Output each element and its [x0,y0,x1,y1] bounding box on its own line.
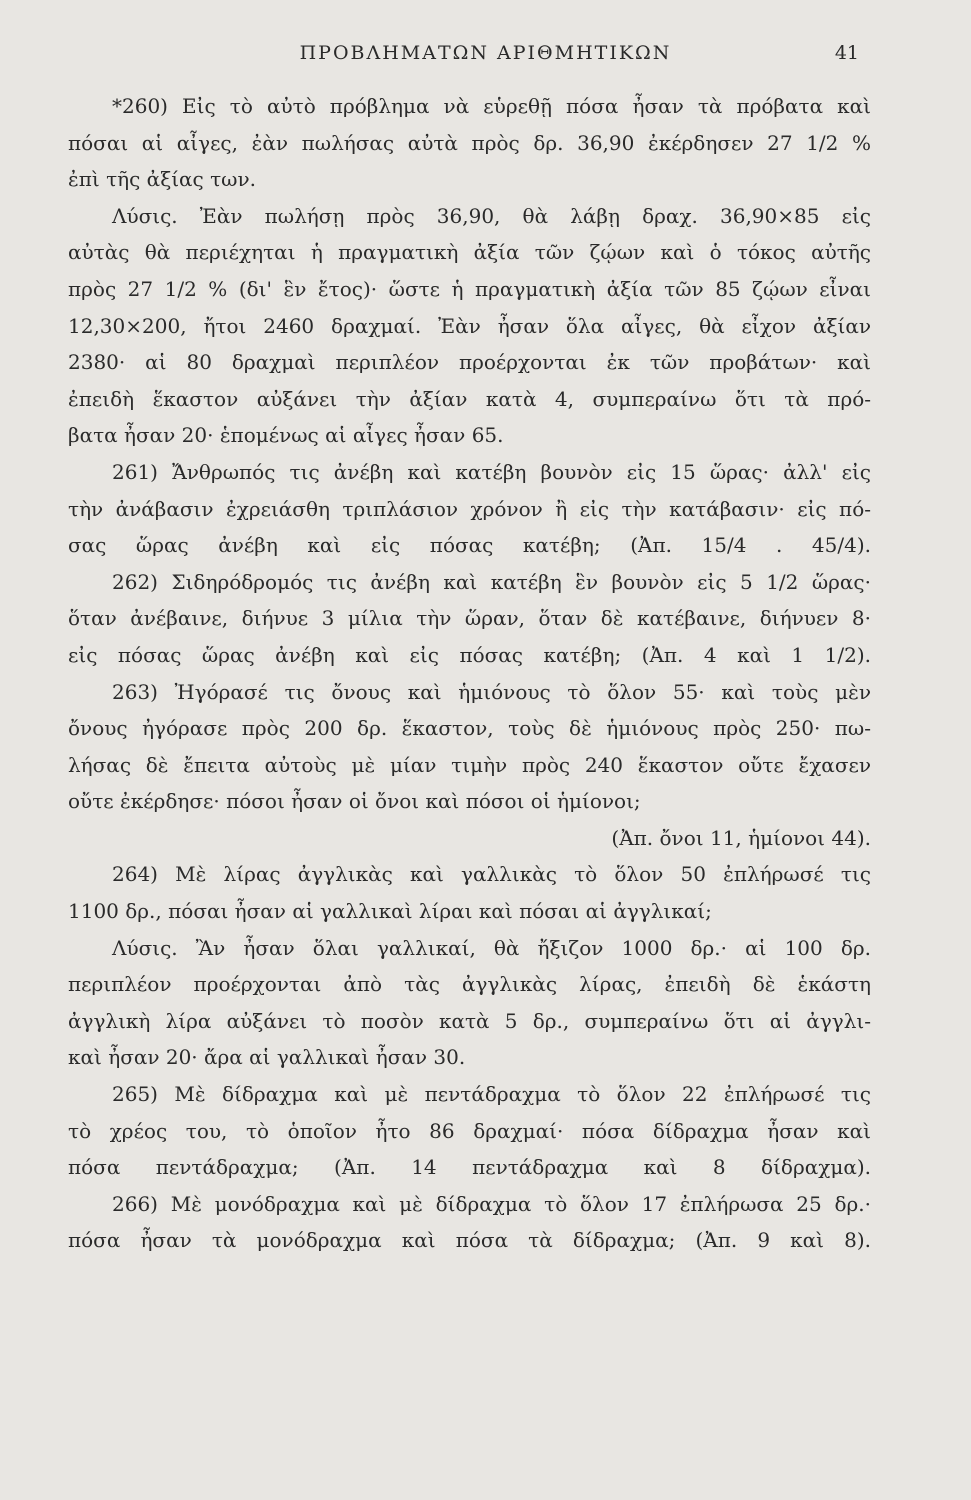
text-line: Λύσις. Ἂν ἦσαν ὅλαι γαλλικαί, θὰ ἤξιζον 1000 δρ.· αἱ 100 δρ. [112,935,871,960]
text-line: 265) Μὲ δίδραχμα καὶ μὲ πεντάδραχμα τὸ ὅλον 22 ἐπλήρωσέ τις [112,1082,871,1107]
text-line: 12,30×200, ἤτοι 2460 δραχμαί. Ἐὰν ἦσαν ὅλα αἶγες, θὰ εἶχον ἀξίαν [68,313,871,338]
text-line: τὴν ἀνάβασιν ἐχρειάσθη τριπλάσιον χρόνον ἢ εἰς τὴν κατάβασιν· εἰς πό- [68,496,871,521]
text-line: 1100 δρ., πόσαι ἦσαν αἱ γαλλικαὶ λίραι καὶ πόσαι αἱ ἀγγλικαί; [68,899,712,924]
text-line: ἐπειδὴ ἕκαστον αὐξάνει τὴν ἀξίαν κατὰ 4, συμπεραίνω ὅτι τὰ πρό- [68,386,871,411]
running-head: ΠΡΟΒΛΗΜΑΤΩΝ ΑΡΙΘΜΗΤΙΚΩΝ [299,42,672,64]
text-line: εἰς πόσας ὥρας ἀνέβη καὶ εἰς πόσας κατέβη; (Ἀπ. 4 καὶ 1 1/2). [68,642,871,667]
text-line: τὸ χρέος του, τὸ ὁποῖον ἦτο 86 δραχμαί· πόσα δίδραχμα ἦσαν καὶ [68,1118,871,1143]
text-line: 266) Μὲ μονόδραχμα καὶ μὲ δίδραχμα τὸ ὅλον 17 ἐπλήρωσα 25 δρ.· [112,1191,871,1216]
text-line: βατα ἦσαν 20· ἑπομένως αἱ αἶγες ἦσαν 65. [68,423,504,448]
text-line: πόσα ἦσαν τὰ μονόδραχμα καὶ πόσα τὰ δίδραχμα; (Ἀπ. 9 καὶ 8). [68,1228,871,1253]
text-line: πρὸς 27 1/2 % (δι' ἓν ἔτος)· ὥστε ἡ πραγματικὴ ἀξία τῶν 85 ζῴων εἶναι [68,276,871,301]
text-line: πόσαι αἱ αἶγες, ἐὰν πωλήσας αὐτὰ πρὸς δρ. 36,90 ἐκέρδησεν 27 1/2 % [68,130,871,155]
text-line: 261) Ἄνθρωπός τις ἀνέβη καὶ κατέβη βουνὸν εἰς 15 ὥρας· ἀλλ' εἰς [112,459,871,484]
text-line: πόσα πεντάδραχμα; (Ἀπ. 14 πεντάδραχμα καὶ 8 δίδραχμα). [68,1155,871,1180]
text-line: ἀγγλικὴ λίρα αὐξάνει τὸ ποσὸν κατὰ 5 δρ., συμπεραίνω ὅτι αἱ ἀγγλι- [68,1008,871,1033]
text-line: ὄνους ἠγόρασε πρὸς 200 δρ. ἕκαστον, τοὺς δὲ ἡμιόνους πρὸς 250· πω- [68,716,871,741]
page-number: 41 [834,42,859,64]
text-line: ὅταν ἀνέβαινε, διήνυε 3 μίλια τὴν ὥραν, ὅταν δὲ κατέβαινε, διήνυεν 8· [68,606,871,631]
text-line: λήσας δὲ ἔπειτα αὐτοὺς μὲ μίαν τιμὴν πρὸς 240 ἕκαστον οὔτε ἔχασεν [68,752,871,777]
text-line: 2380· αἱ 80 δραχμαὶ περιπλέον προέρχονται ἐκ τῶν προβάτων· καὶ [68,350,871,375]
text-line: σας ὥρας ἀνέβη καὶ εἰς πόσας κατέβη; (Ἀπ. 15/4 . 45/4). [68,533,871,558]
text-line: οὔτε ἐκέρδησε· πόσοι ἦσαν οἱ ὄνοι καὶ πόσοι οἱ ἡμίονοι; [68,789,641,814]
text-line: *260) Εἰς τὸ αὐτὸ πρόβλημα νὰ εὑρεθῇ πόσα ἦσαν τὰ πρόβατα καὶ [112,94,871,118]
text-line: ἐπὶ τῆς ἀξίας των. [68,167,256,192]
page-body [68,88,871,1259]
page-header [0,42,971,72]
text-line: 264) Μὲ λίρας ἀγγλικὰς καὶ γαλλικὰς τὸ ὅλον 50 ἐπλήρωσέ τις [112,862,871,887]
text-line: αὐτὰς θὰ περιέχηται ἡ πραγματικὴ ἀξία τῶν ζῴων καὶ ὁ τόκος αὐτῆς [68,240,871,265]
text-line: καὶ ἦσαν 20· ἄρα αἱ γαλλικαὶ ἦσαν 30. [68,1045,466,1070]
text-line: Λύσις. Ἐὰν πωλήσῃ πρὸς 36,90, θὰ λάβῃ δραχ. 36,90×85 εἰς [112,203,871,228]
text-line: περιπλέον προέρχονται ἀπὸ τὰς ἀγγλικὰς λίρας, ἐπειδὴ δὲ ἑκάστη [68,972,871,997]
text-line: 262) Σιδηρόδρομός τις ἀνέβη καὶ κατέβη ἓν βουνὸν εἰς 5 1/2 ὥρας· [112,569,871,594]
text-line: (Ἀπ. ὄνοι 11, ἡμίονοι 44). [611,825,871,850]
text-line: 263) Ἠγόρασέ τις ὄνους καὶ ἡμιόνους τὸ ὅλον 55· καὶ τοὺς μὲν [112,679,871,704]
